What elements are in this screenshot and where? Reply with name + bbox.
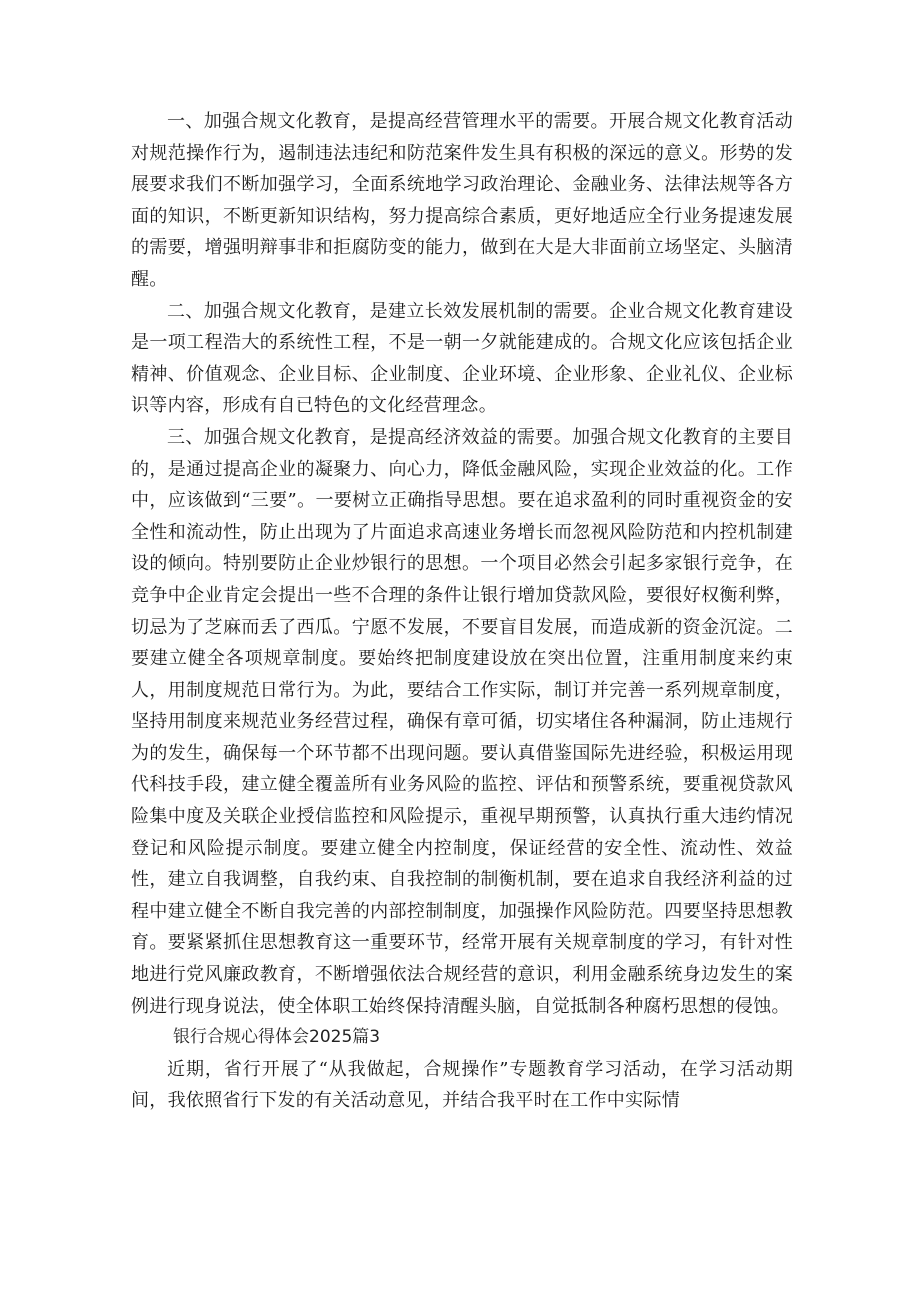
section-heading: 银行合规心得体会2025篇3 bbox=[173, 1027, 381, 1048]
paragraph-1: 一、加强合规文化教育，是提高经营管理水平的需要。开展合规文化教育活动对规范操作行为，遏制违法违纪和防范案件发生具有积极的深远的意义。形势的发展要求我们不断加强学习，全面系统地学习政治理论、金融业务、法律法规等各方面的知识，不断更新知识结构，努力提高综合素质，更好地适应全行业务提速发展的需要，增强明辩事非和拒腐防变的能力，做到在大是大非面前立场坚定、头脑清醒。 bbox=[131, 111, 793, 290]
paragraph-4: 近期，省行开展了“从我做起，合规操作”专题教育学习活动，在学习活动期间，我依照省行下发的有关活动意见，并结合我平时在工作中实际情 bbox=[131, 1058, 793, 1112]
paragraph-3: 三、加强合规文化教育，是提高经济效益的需要。加强合规文化教育的主要目的，是通过提高企业的凝聚力、向心力，降低金融风险，实现企业效益的化。工作中，应该做到“三要”。一要树立正确指导思想。要在追求盈利的同时重视资金的安全性和流动性，防止出现为了片面追求高速业务增长而忽视风险防范和内控机制建设的倾向。特别要防止企业炒银行的思想。一个项目必然会引起多家银行竞争，在竞争中企业肯定会提出一些不合理的条件让银行增加贷款风险，要很好权衡利弊，切忌为了芝麻而丢了西瓜。宁愿不发展，不要盲目发展，而造成新的资金沉淀。二要建立健全各项规章制度。要始终把制度建设放在突出位置，注重用制度来约束人，用制度规范日常行为。为此，要结合工作实际，制订并完善一系列规章制度，坚持用制度来规范业务经营过程，确保有章可循，切实堵住各种漏洞，防止违规行为的发生，确保每一个环节都不出现问题。要认真借鉴国际先进经验，积极运用现代科技手段，建立健全覆盖所有业务风险的监控、评估和预警系统，要重视贷款风险集中度及关联企业授信监控和风险提示，重视早期预警，认真执行重大违约情况登记和风险提示制度。要建立健全内控制度，保证经营的安全性、流动性、效益性，建立自我调整，自我约束、自我控制的制衡机制，要在追求自我经济利益的过程中建立健全不断自我完善的内部控制制度，加强操作风险防范。四要坚持思想教育。要紧紧抓住思想教育这一重要环节，经常开展有关规章制度的学习，有针对性地进行党风廉政教育，不断增强依法合规经营的意识，利用金融系统身边发生的案例进行现身说法，使全体职工始终保持清醒头脑，自觉抵制各种腐朽思想的侵蚀。 bbox=[131, 426, 793, 1017]
document-body bbox=[131, 106, 793, 1117]
paragraph-2: 二、加强合规文化教育，是建立长效发展机制的需要。企业合规文化教育建设是一项工程浩大的系统性工程，不是一朝一夕就能建成的。合规文化应该包括企业精神、价值观念、企业目标、企业制度、企业环境、企业形象、企业礼仪、企业标识等内容，形成有自已特色的文化经营理念。 bbox=[131, 300, 793, 417]
